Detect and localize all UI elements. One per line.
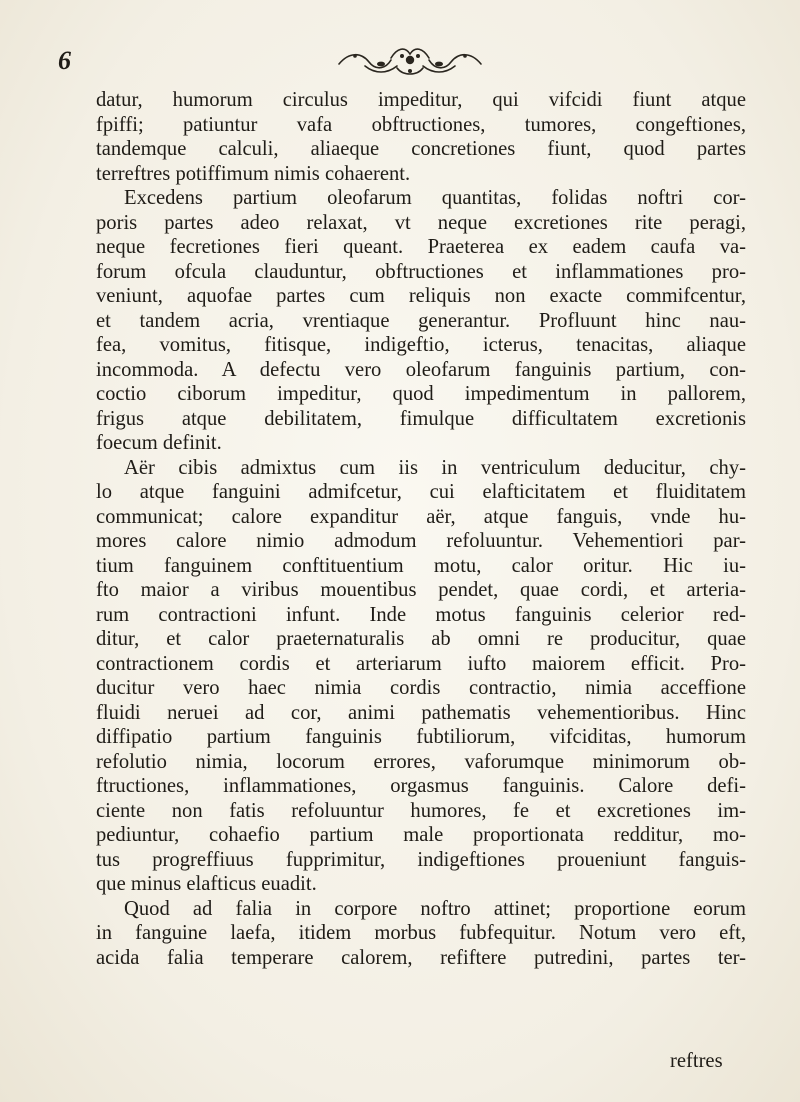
text-line: terreftres potiffimum nimis cohaerent. [96,162,411,185]
text-line: fto maior a viribus mouentibus pendet, quae cordi, et arteria- [96,579,746,601]
paragraph-2 [96,186,746,456]
text-line: forum ofcula clauduntur, obftructiones et inflammationes pro- [96,260,746,283]
text-line: diffipatio partium fanguinis fubtiliorum, vifciditas, humorum [96,726,746,748]
text-line: Quod ad falia in corpore noftro attinet; proportione eorum [124,897,746,920]
text-line: coctio ciborum impeditur, quod impedimentum in pallorem, [96,383,746,405]
text-line: et tandem acria, vrentiaque generantur. Profluunt hinc nau- [96,309,746,332]
text-line: fluidi neruei ad cor, animi pathematis vehementioribus. Hinc [96,701,746,724]
text-line: tandemque calculi, aliaeque concretiones fiunt, quod partes [96,138,746,160]
text-line: poris partes adeo relaxat, vt neque excretiones rite peragi, [96,211,746,234]
text-line: lo atque fanguini admifcetur, cui elafticitatem et fluiditatem [96,481,746,503]
page-number: 6 [58,46,71,75]
text-line: communicat; calore expanditur aër, atque fanguis, vnde hu- [96,505,746,528]
body-text [96,88,746,970]
paragraph-4 [96,897,746,971]
text-line: fpiffi; patiuntur vafa obftructiones, tumores, congeftiones, [96,113,746,136]
text-line: neque fecretiones fieri queant. Praeterea ex eadem caufa va- [96,236,746,258]
text-line: Aër cibis admixtus cum iis in ventriculum deducitur, chy- [124,456,746,479]
text-line: ditur, et calor praeternaturalis ab omni re producitur, quae [96,628,746,650]
text-line: refolutio nimia, locorum errores, vaforumque minimorum ob- [96,750,746,773]
text-line: ftructiones, inflammationes, orgasmus fanguinis. Calore defi- [96,775,746,797]
text-line: que minus elafticus euadit. [96,873,317,895]
text-line: veniunt, aquofae partes cum reliquis non exacte commifcentur, [96,285,746,307]
text-line: tus progreffiuus fupprimitur, indigeftiones proueniunt fanguis- [96,848,746,871]
text-line: Excedens partium oleofarum quantitas, folidas noftri cor- [124,187,746,209]
text-line: fea, vomitus, fitisque, indigeftio, icterus, tenacitas, aliaque [96,334,746,356]
text-line: acida falia temperare calorem, refiftere putredini, partes ter- [96,946,746,969]
text-line: in fanguine laefa, itidem morbus fubfequitur. Notum vero eft, [96,922,746,944]
paragraph-1 [96,88,746,186]
paragraph-3 [96,456,746,897]
text-line: frigus atque debilitatem, fimulque difficultatem excretionis [96,407,746,430]
text-line: contractionem cordis et arteriarum iufto maiorem efficit. Pro- [96,652,746,675]
text-line: incommoda. A defectu vero oleofarum fanguinis partium, con- [96,358,746,381]
catchword: reftres [670,1050,723,1072]
printer-ornament-icon [335,44,485,78]
text-line: ciente non fatis refoluuntur humores, fe et excretiones im- [96,799,746,822]
text-line: pediuntur, cohaefio partium male proportionata redditur, mo- [96,824,746,846]
text-line: mores calore nimio admodum refoluuntur. Vehementiori par- [96,530,746,552]
text-line: tium fanguinem conftituentium motu, calor oritur. Hic iu- [96,554,746,577]
text-line: ducitur vero haec nimia cordis contractio, nimia acceffione [96,677,746,699]
text-line: rum contractioni infunt. Inde motus fanguinis celerior red- [96,603,746,626]
text-line: foecum definit. [96,432,222,454]
text-line: datur, humorum circulus impeditur, qui vifcidi fiunt atque [96,89,746,111]
